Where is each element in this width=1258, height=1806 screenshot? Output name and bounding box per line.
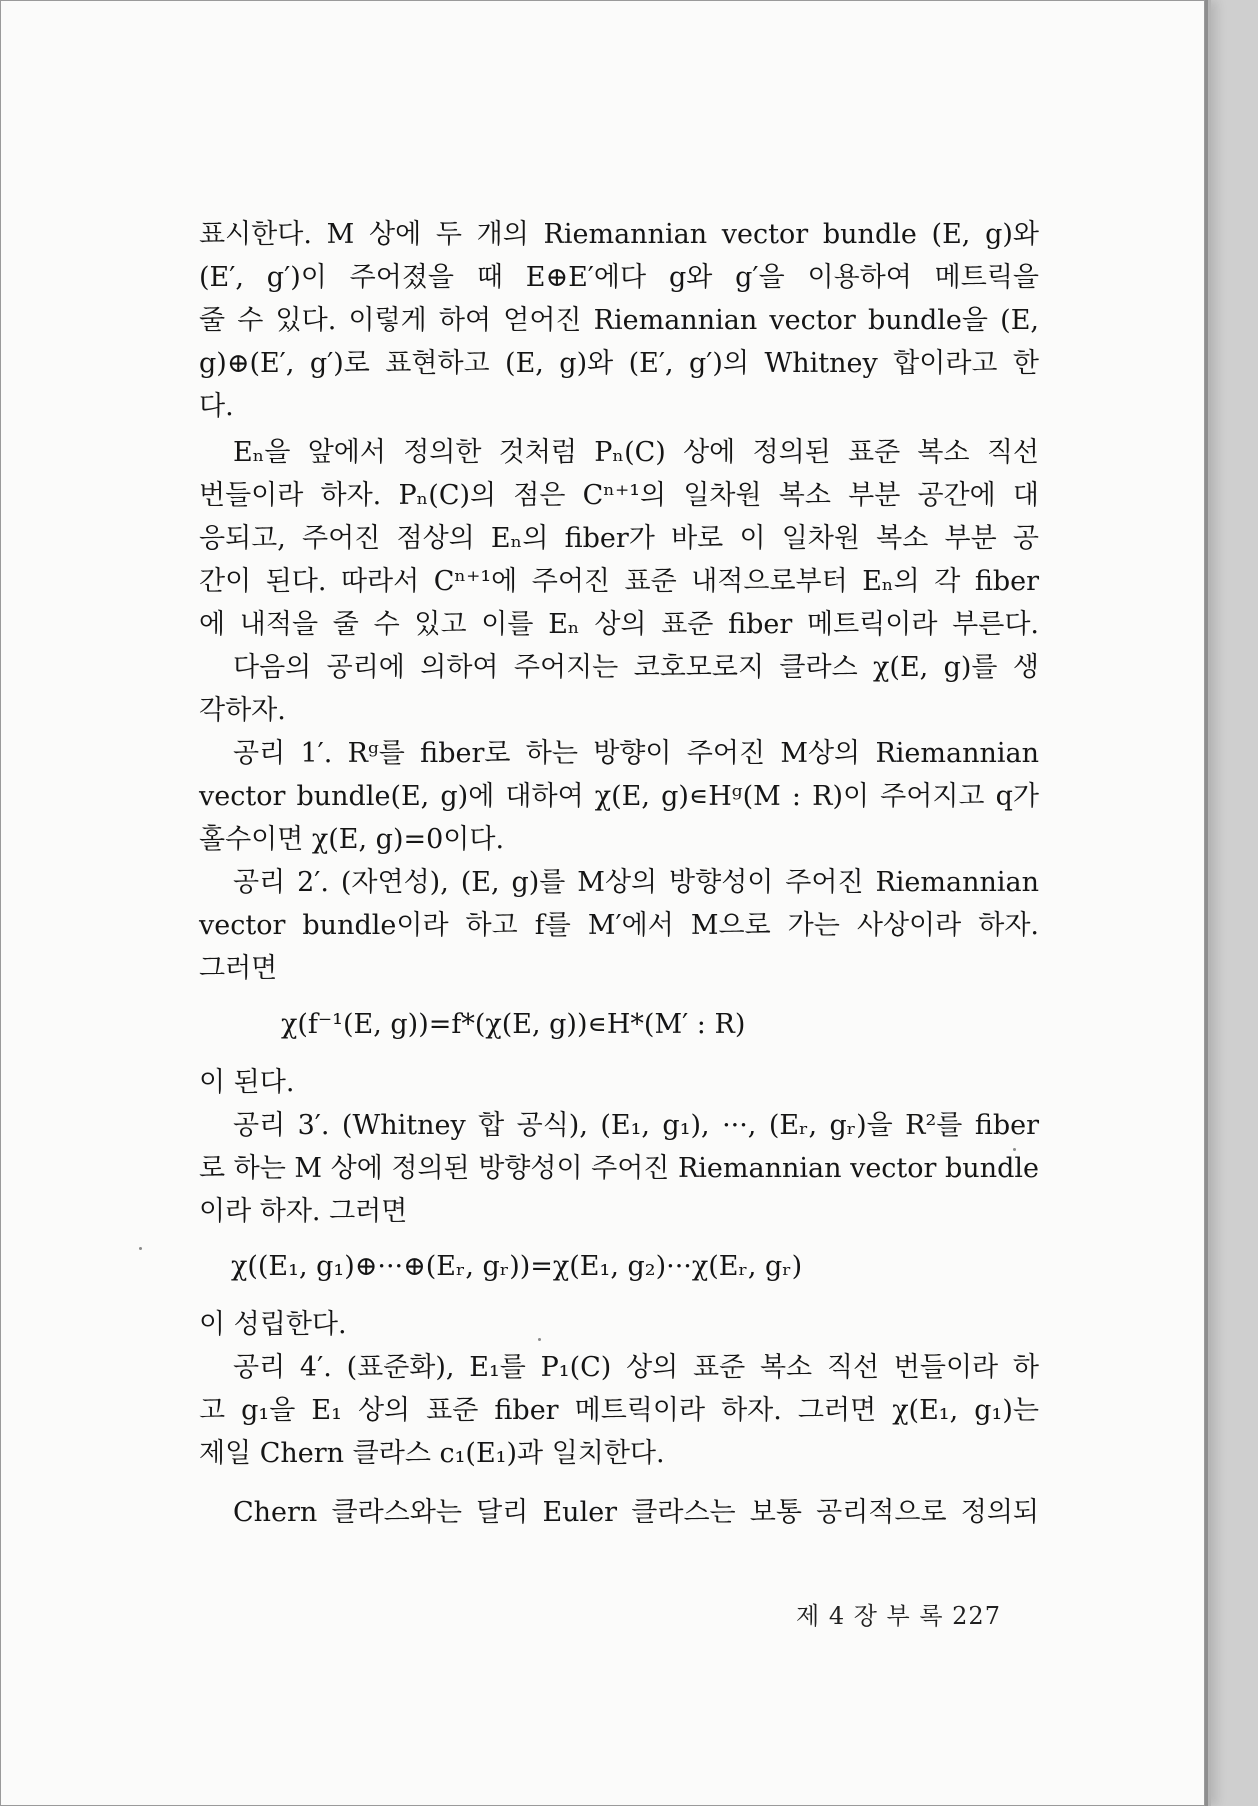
text-line: Chern 클라스와는 달리 Euler 클라스는 보통 공리적으로 정의되 (233, 1497, 1039, 1528)
text-line: 그러면 (199, 953, 278, 984)
text-line: g)⊕(E′, g′)로 표현하고 (E, g)와 (E′, g′)의 Whitney 합이라고 한 (199, 348, 1039, 379)
text-line: 표시한다. M 상에 두 개의 Riemannian vector bundle (E, g)와 (199, 219, 1039, 250)
page-footer: 제 4 장 부 록 227 (796, 1602, 1001, 1630)
scan-speck (538, 1338, 541, 1341)
text-line: vector bundle(E, g)에 대하여 χ(E, g)∊Hᵍ(M : R)이 주어지고 q가 (199, 781, 1039, 812)
text-line: 에 내적을 줄 수 있고 이를 Eₙ 상의 표준 fiber 메트릭이라 부른다. (199, 609, 1039, 640)
text-line: 홀수이면 χ(E, g)=0이다. (199, 824, 505, 855)
text-line: vector bundle이라 하고 f를 M′에서 M으로 가는 사상이라 하자. (199, 910, 1039, 941)
text-line: 이 된다. (199, 1067, 295, 1098)
text-line: 이 성립한다. (199, 1309, 347, 1340)
text-line: 다음의 공리에 의하여 주어지는 코호모로지 클라스 χ(E, g)를 생 (233, 652, 1039, 683)
text-line: (E′, g′)이 주어졌을 때 E⊕E′에다 g와 g′을 이용하여 메트릭을 (199, 262, 1039, 293)
axiom-1-heading: 공리 1′. Rᵍ를 fiber로 하는 방향이 주어진 M상의 Riemannian (233, 738, 1039, 769)
axiom-4-heading: 공리 4′. (표준화), E₁를 P₁(C) 상의 표준 복소 직선 번들이라 하 (233, 1352, 1039, 1383)
text-line: 로 하는 M 상에 정의된 방향성이 주어진 Riemannian vector bundle (199, 1153, 1039, 1184)
scan-speck (1013, 1148, 1016, 1151)
text-line: 번들이라 하자. Pₙ(C)의 점은 Cⁿ⁺¹의 일차원 복소 부분 공간에 대 (199, 480, 1039, 511)
text-line: 제일 Chern 클라스 c₁(E₁)과 일치한다. (199, 1438, 665, 1469)
text-line: 이라 하자. 그러면 (199, 1196, 408, 1227)
text-line: Eₙ을 앞에서 정의한 것처럼 Pₙ(C) 상에 정의된 표준 복소 직선 (233, 437, 1039, 468)
text-line: 줄 수 있다. 이렇게 하여 얻어진 Riemannian vector bundle을 (E, (199, 305, 1039, 336)
equation-naturality: χ(f⁻¹(E, g))=f*(χ(E, g))∊H*(M′ : R) (281, 1009, 746, 1040)
text-line: 응되고, 주어진 점상의 Eₙ의 fiber가 바로 이 일차원 복소 부분 공 (199, 523, 1039, 554)
text-line: 고 g₁을 E₁ 상의 표준 fiber 메트릭이라 하자. 그러면 χ(E₁, g₁)는 (199, 1395, 1039, 1426)
axiom-3-heading: 공리 3′. (Whitney 합 공식), (E₁, g₁), ···, (Eᵣ, gᵣ)을 R²를 fiber (233, 1110, 1039, 1141)
scan-speck (139, 1247, 142, 1250)
text-line: 다. (199, 391, 234, 422)
equation-whitney-sum: χ((E₁, g₁)⊕···⊕(Eᵣ, gᵣ))=χ(E₁, g₂)···χ(Eᵣ, gᵣ) (231, 1251, 803, 1282)
axiom-2-heading: 공리 2′. (자연성), (E, g)를 M상의 방향성이 주어진 Riemannian (233, 867, 1039, 898)
text-line: 간이 된다. 따라서 Cⁿ⁺¹에 주어진 표준 내적으로부터 Eₙ의 각 fiber (199, 566, 1039, 597)
text-line: 각하자. (199, 695, 286, 726)
